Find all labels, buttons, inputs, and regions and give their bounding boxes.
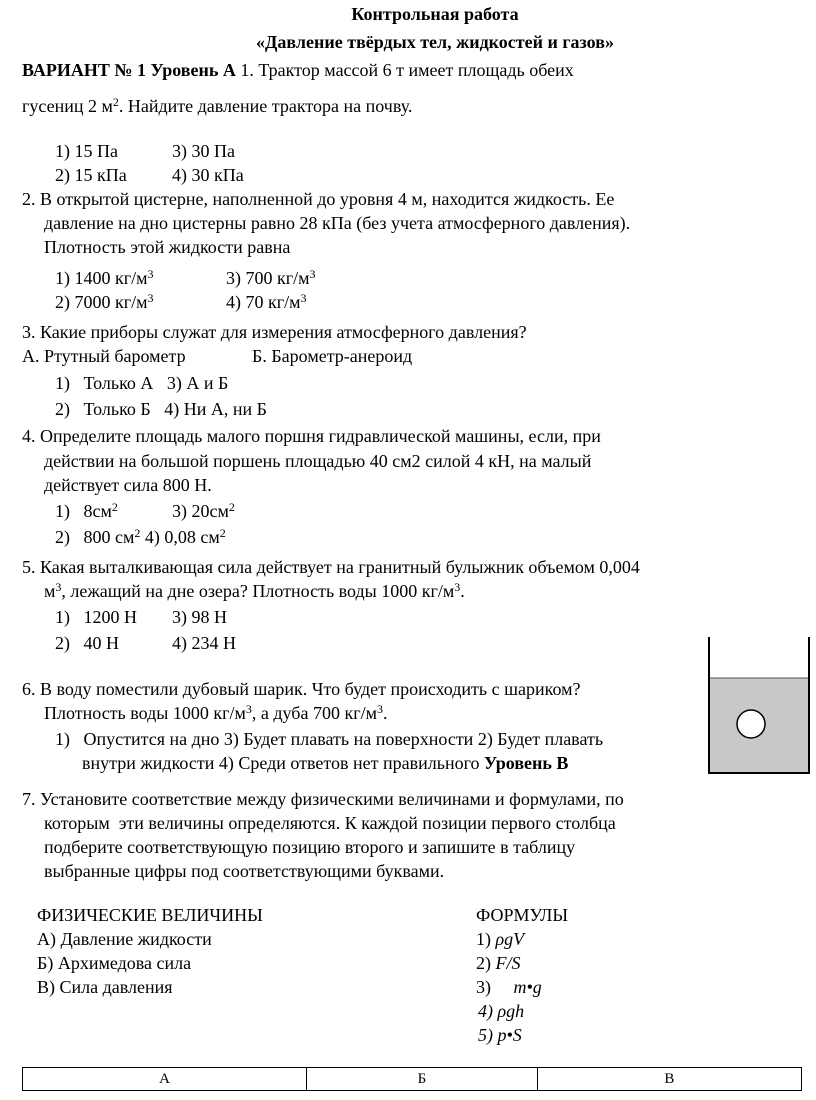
answer-col-b: Б — [307, 1068, 538, 1091]
q5-option-1: 1) 1200 Н — [55, 607, 137, 627]
q2-line2: давление на дно цистерны равно 28 кПа (без учета атмосферного давления). — [44, 213, 631, 233]
q1-line2: гусениц 2 $м^2$. Найдите давление трактора на почву. — [22, 95, 413, 116]
page-subtitle: «Давление твёрдых тел, жидкостей и газов» — [256, 32, 614, 52]
answer-table — [22, 1067, 802, 1091]
answer-table-header-row — [23, 1068, 802, 1091]
formula-2: 2) F/S — [476, 953, 521, 973]
formula-4: 4) ρgh — [478, 1001, 525, 1021]
q1-option-1: 1) 15 Па — [55, 141, 118, 161]
answer-col-v: В — [537, 1068, 801, 1091]
q5-option-3: 3) 98 Н — [172, 607, 227, 627]
q7-line2: которым эти величины определяются. К каждой позиции первого столбца — [44, 813, 616, 833]
q2-option-3: 3) 700 $кг/м^3$ — [226, 267, 316, 288]
answer-col-a: А — [23, 1068, 307, 1091]
quantity-a: А) Давление жидкости — [37, 929, 212, 949]
q2-line3: Плотность этой жидкости равна — [44, 237, 291, 257]
q3-line1: 3. Какие приборы служат для измерения атмосферного давления? — [22, 322, 527, 342]
q3-option-row-1: 1) Только А 3) А и Б — [55, 373, 229, 393]
q3-option-row-2: 2) Только Б 4) Ни А, ни Б — [55, 399, 267, 419]
variant-label: ВАРИАНТ № 1 Уровень А — [22, 60, 236, 80]
q5-option-4: 4) 234 Н — [172, 633, 236, 653]
q1-option-2: 2) 15 кПа — [55, 165, 127, 185]
formulas-header: ФОРМУЛЫ — [476, 905, 569, 925]
q3-choice-a: А. Ртутный барометр — [22, 346, 186, 366]
q6-line1: 6. В воду поместили дубовый шарик. Что будет происходить с шариком? — [22, 679, 581, 699]
oak-ball — [737, 710, 765, 738]
q7-line3: подберите соответствующую позицию второго и запишите в таблицу — [44, 837, 576, 857]
q4-line1: 4. Определите площадь малого поршня гидравлической машины, если, при — [22, 426, 601, 446]
q4-line3: действует сила 800 Н. — [44, 475, 212, 495]
q4-option-3: 3) $20см^2$ — [172, 500, 235, 521]
beaker-with-ball-icon — [707, 637, 811, 775]
q6-options-line2: внутри жидкости 4) Среди ответов нет правильного Уровень В — [82, 753, 569, 773]
q6-line2: Плотность воды 1000 $кг/м^3$, а дуба 700 $кг/м^3$. — [44, 702, 388, 723]
q4-option-1: 1) $8см^2$ — [55, 500, 118, 521]
formula-1: 1) ρgV — [476, 929, 525, 949]
q3-choice-b: Б. Барометр-анероид — [252, 346, 413, 366]
q4-option-2-4: 2) 800 $см^2$ 4) 0,08 $см^2$ — [55, 526, 226, 547]
quantities-header: ФИЗИЧЕСКИЕ ВЕЛИЧИНЫ — [37, 905, 263, 925]
q1-option-4: 4) 30 кПа — [172, 165, 244, 185]
q7-line1: 7. Установите соответствие между физическими величинами и формулами, по — [22, 789, 624, 809]
q1-text: 1. Трактор массой 6 т имеет площадь обеих — [240, 60, 574, 80]
formula-5: 5) p•S — [478, 1025, 522, 1045]
q5-line2: $м^3$, лежащий на дне озера? Плотность воды 1000 $кг/м^3$. — [44, 580, 465, 601]
q4-line2: действии на большой поршень площадью 40 см2 силой 4 кН, на малый — [44, 451, 592, 471]
q1-line1 — [22, 58, 574, 82]
formula-3: 3) m•g — [476, 977, 542, 997]
quantity-v: В) Сила давления — [37, 977, 173, 997]
q2-line1: 2. В открытой цистерне, наполненной до уровня 4 м, находится жидкость. Ее — [22, 189, 615, 209]
q5-line1: 5. Какая выталкивающая сила действует на гранитный булыжник объемом 0,004 — [22, 557, 640, 577]
q6-options-line1: 1) Опустится на дно 3) Будет плавать на поверхности 2) Будет плавать — [55, 729, 604, 749]
q5-option-2: 2) 40 Н — [55, 633, 119, 653]
level-b-label: Уровень В — [484, 753, 569, 773]
page-title: Контрольная работа — [351, 4, 519, 24]
q2-option-2: 2) 7000 $кг/м^3$ — [55, 291, 154, 312]
q1-option-3: 3) 30 Па — [172, 141, 235, 161]
quantity-b: Б) Архимедова сила — [37, 953, 192, 973]
q2-option-1: 1) 1400 $кг/м^3$ — [55, 267, 154, 288]
q2-option-4: 4) 70 $кг/м^3$ — [226, 291, 307, 312]
q7-line4: выбранные цифры под соответствующими буквами. — [44, 861, 445, 881]
